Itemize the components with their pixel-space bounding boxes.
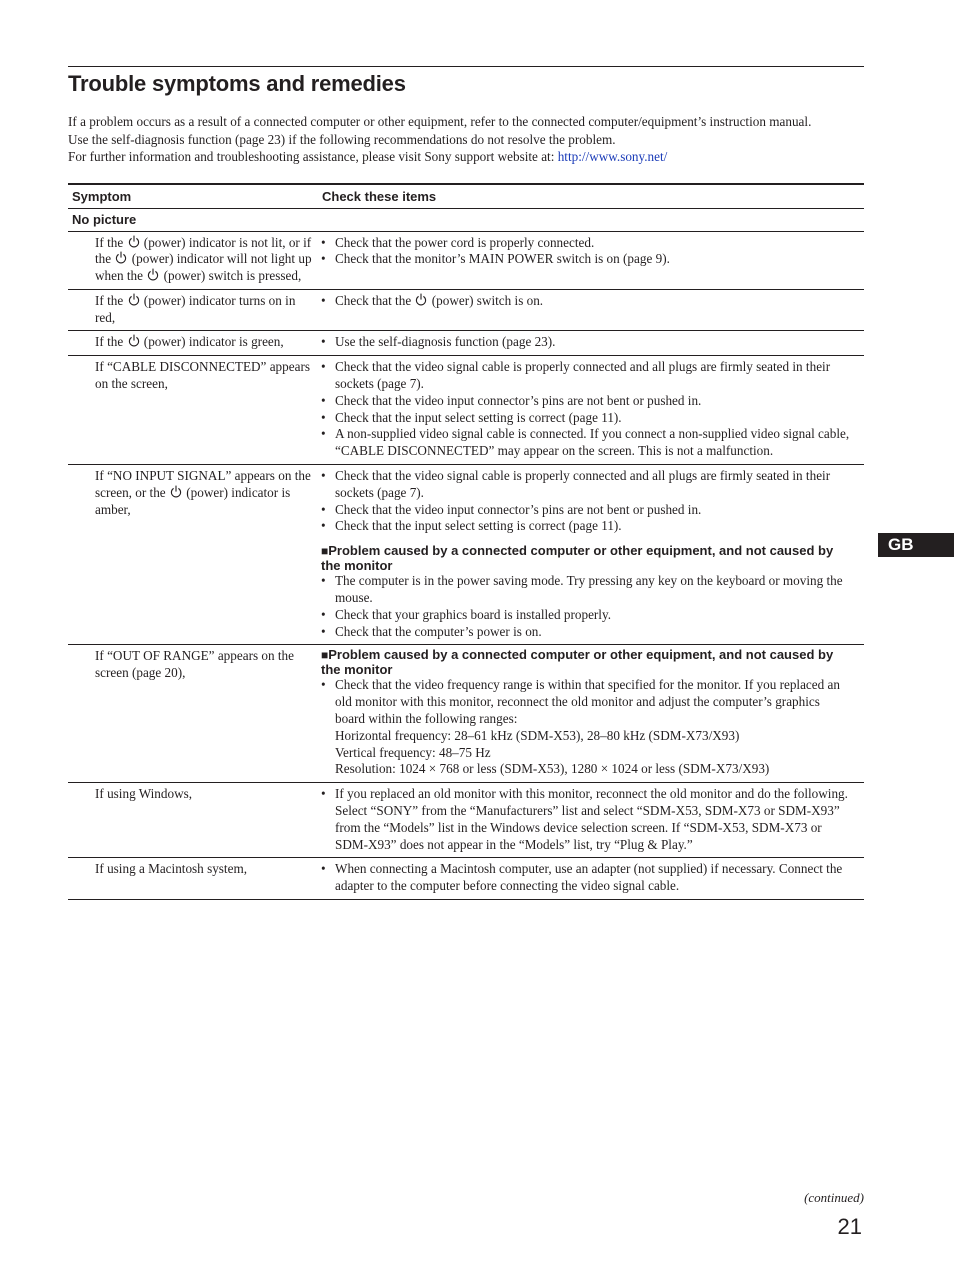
symptom-text: (power) indicator is amber,	[95, 484, 291, 517]
continued-note: (continued)	[804, 1190, 864, 1205]
table-row	[68, 858, 864, 900]
symptom-text: (power) indicator is green,	[140, 334, 284, 350]
symptom-cell: If “CABLE DISCONNECTED” appears on the screen,	[95, 359, 310, 392]
list-item: • When connecting a Macintosh computer, use an adapter (not supplied) if necessary. Connect the adapter to the computer before connecting the video signal cable.	[321, 861, 852, 895]
col-symptom-header: Symptom	[72, 188, 132, 204]
square-bullet-icon: ■	[321, 544, 329, 559]
top-rule	[68, 66, 864, 67]
check-cell	[318, 289, 864, 331]
page-title: Trouble symptoms and remedies	[68, 71, 406, 96]
power-icon	[170, 485, 182, 498]
subheading-text: Problem caused by a connected computer or other equipment, and not caused by the monitor	[321, 647, 834, 677]
list-item: • If you replaced an old monitor with this monitor, reconnect the old monitor and do the following. Select “SONY” from the “Manufacturers” list and select “SDM-X53, SDM-X73 or SDM-X93” from the “Models” list in the Windows device selection screen. If “SDM-X53, SDM-X73 or SDM-X93” does not appear in the “Models” list, try “Plug & Play.”	[321, 786, 852, 853]
check-cell	[318, 783, 864, 858]
list-item: • Check that the input select setting is correct (page 11).	[321, 518, 852, 535]
list-item: • Check that the power cord is properly connected.	[321, 235, 852, 252]
check-cell	[318, 465, 864, 645]
list-item: • Check that the computer’s power is on.	[321, 624, 852, 641]
subheading-text: Problem caused by a connected computer or other equipment, and not caused by the monitor	[321, 543, 834, 573]
symptom-cell: If using a Macintosh system,	[95, 861, 248, 877]
category-label: No picture	[68, 208, 864, 231]
list-item: • A non-supplied video signal cable is connected. If you connect a non-supplied video signal cable, “CABLE DISCONNECTED” may appear on the screen. This is not a malfunction.	[321, 426, 852, 460]
table-row	[68, 465, 864, 645]
list-item: • Check that the video input connector’s pins are not bent or pushed in.	[321, 393, 852, 410]
check-cell	[318, 858, 864, 900]
list-item: • Check that the video signal cable is properly connected and all plugs are firmly seated in their sockets (page 7).	[321, 468, 852, 502]
table-row	[68, 783, 864, 858]
symptom-text: (power) switch is pressed,	[160, 268, 302, 284]
symptom-text: (power) indicator is not lit, or if the	[95, 234, 312, 267]
intro-line: If a problem occurs as a result of a connected computer or other equipment, refer to the connected computer/equipment’s instruction manual.	[68, 114, 812, 129]
symptom-cell	[68, 289, 318, 331]
symptom-cell	[68, 231, 318, 289]
intro-line-text: For further information and troubleshooting assistance, please visit Sony support website at:	[68, 149, 558, 164]
power-icon	[128, 334, 140, 347]
symptom-text: (power) indicator will not light up when the	[95, 251, 312, 284]
symptom-cell	[68, 331, 318, 356]
check-line: Horizontal frequency: 28–61 kHz (SDM-X53), 28–80 kHz (SDM-X73/X93)	[335, 727, 740, 743]
table-row	[68, 356, 864, 465]
list-item: • Check that the input select setting is correct (page 11).	[321, 410, 852, 427]
intro-line	[68, 148, 864, 166]
list-item: • The computer is in the power saving mode. Try pressing any key on the keyboard or moving the mouse.	[321, 573, 852, 607]
check-list	[321, 359, 852, 460]
check-cell	[318, 331, 864, 356]
list-item: • Use the self-diagnosis function (page 23).	[321, 334, 852, 351]
check-cell	[318, 231, 864, 289]
power-icon	[147, 268, 159, 281]
list-item	[321, 677, 852, 778]
symptom-cell	[68, 465, 318, 645]
table-row	[68, 289, 864, 331]
symptom-text: (power) indicator turns on in red,	[95, 292, 296, 325]
symptom-text: If “NO INPUT SIGNAL” appears on the screen, or the	[95, 468, 311, 500]
check-list	[321, 786, 852, 853]
power-icon	[128, 293, 140, 306]
symptom-text: If the	[95, 292, 127, 308]
intro-line: Use the self-diagnosis function (page 23) if the following recommendations do not resolve the problem.	[68, 131, 616, 147]
subheading	[321, 544, 852, 572]
sony-support-link[interactable]: http://www.sony.net/	[557, 149, 668, 164]
subheading	[321, 648, 852, 676]
table-row	[68, 231, 864, 289]
check-line: Resolution: 1024 × 768 or less (SDM-X53), 1280 × 1024 or less (SDM-X73/X93)	[335, 761, 770, 777]
check-list	[321, 334, 852, 351]
square-bullet-icon: ■	[321, 648, 329, 663]
check-list	[321, 573, 852, 640]
check-text: Check that the	[335, 292, 415, 308]
check-list	[321, 293, 852, 310]
symptom-text: If the	[95, 234, 127, 250]
symptom-cell: If “OUT OF RANGE” appears on the screen (page 20),	[95, 648, 294, 681]
list-item: • Check that the video input connector’s pins are not bent or pushed in.	[321, 502, 852, 519]
check-text: (power) switch is on.	[428, 292, 544, 308]
list-item: • Check that your graphics board is installed properly.	[321, 607, 852, 624]
list-item: • Check that the video signal cable is properly connected and all plugs are firmly seated in their sockets (page 7).	[321, 359, 852, 393]
power-icon	[115, 251, 127, 264]
page-number: 21	[837, 1214, 862, 1239]
check-line: Vertical frequency: 48–75 Hz	[335, 744, 491, 760]
check-cell	[318, 356, 864, 465]
trouble-table	[68, 183, 864, 901]
list-item: • Check that the monitor’s MAIN POWER switch is on (page 9).	[321, 251, 852, 268]
symptom-cell: If using Windows,	[95, 786, 193, 802]
check-list	[321, 861, 852, 895]
check-line: • Check that the video frequency range is within that specified for the monitor. If you replaced an old monitor with this monitor, reconnect the old monitor and adjust the computer’s graphics board within the following ranges:	[335, 677, 840, 727]
table-header	[68, 184, 864, 209]
category-row	[68, 208, 864, 231]
table-row	[68, 331, 864, 356]
col-check-header: Check these items	[322, 188, 437, 204]
power-icon	[128, 235, 140, 248]
check-list	[321, 468, 852, 535]
language-tab: GB	[878, 533, 954, 557]
check-list	[321, 235, 852, 269]
list-item	[321, 293, 852, 310]
check-list	[321, 677, 852, 778]
symptom-text: If the	[95, 334, 127, 350]
manual-page	[68, 66, 864, 900]
power-icon	[415, 293, 427, 306]
intro-text	[68, 113, 864, 166]
check-cell	[318, 645, 864, 783]
table-row	[68, 645, 864, 783]
